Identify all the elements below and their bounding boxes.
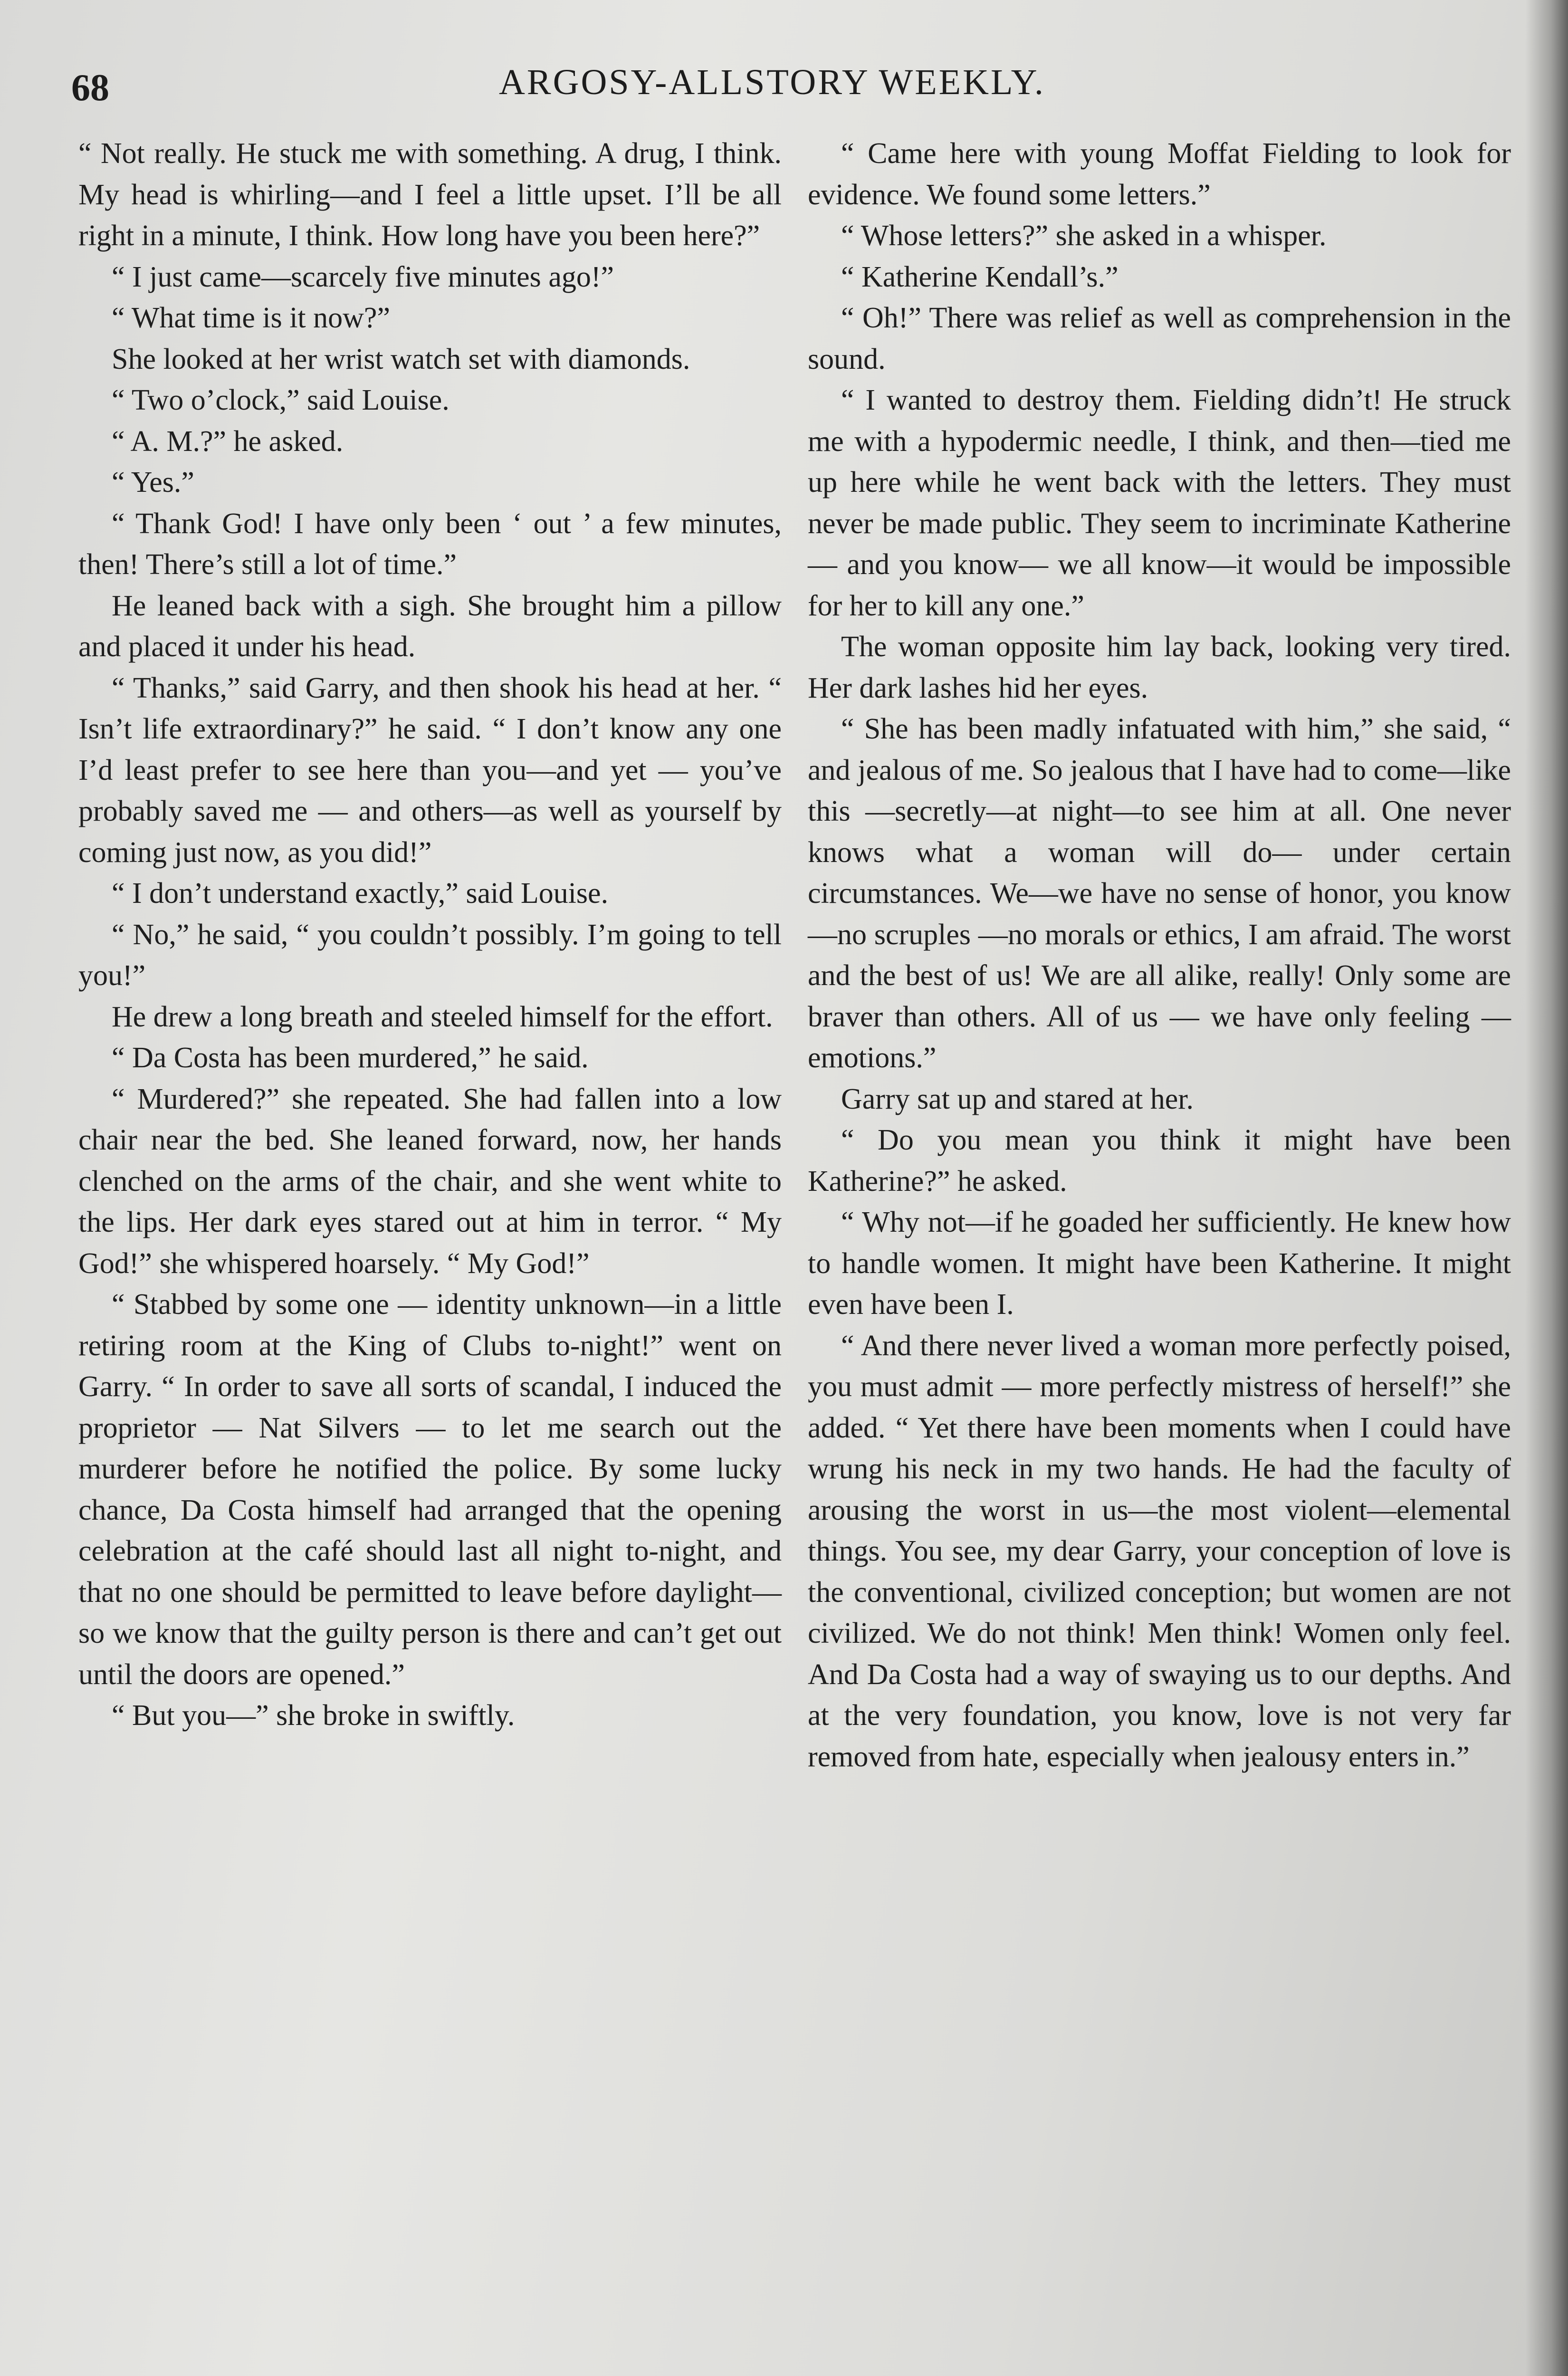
- paragraph: “ I don’t understand exactly,” said Louise.: [112, 877, 609, 910]
- paragraph: “ Not really. He stuck me with something. A drug, I think. My head is whirling—and I feel a little upset. I’ll be all right in a minute, I think. How long have you been here?”: [78, 137, 782, 252]
- paragraph: “ No,” he said, “ you couldn’t possibly. I’m going to tell you!”: [78, 918, 782, 992]
- running-title: ARGOSY-ALLSTORY WEEKLY.: [499, 62, 1045, 102]
- paragraph: “ Came here with young Moffat Fielding to look for evidence. We found some letters.”: [808, 137, 1511, 211]
- page-gutter-shadow: [1525, 0, 1568, 2376]
- right-text-column: [808, 133, 1511, 1777]
- paragraph: “ What time is it now?”: [112, 302, 390, 334]
- paragraph: “ Whose letters?” she asked in a whisper.: [841, 220, 1327, 252]
- page-number: 68: [71, 67, 109, 109]
- paragraph: “ Thanks,” said Garry, and then shook his head at her. “ Isn’t life extraordinary?” he said. “ I don’t know any one I’d least prefer to see here than you—and yet — you’ve probably saved me — and others—as well as yourself by coming just now, as you did!”: [78, 671, 782, 869]
- paragraph: “ Da Costa has been murdered,” he said.: [112, 1042, 589, 1074]
- paragraph: “ Two o’clock,” said Louise.: [112, 384, 449, 416]
- left-text-column: [78, 133, 782, 1736]
- paragraph: The woman opposite him lay back, looking very tired. Her dark lashes hid her eyes.: [808, 631, 1511, 704]
- paragraph: “ A. M.?” he asked.: [112, 425, 344, 458]
- paragraph: “ Do you mean you think it might have been Katherine?” he asked.: [808, 1124, 1511, 1198]
- paragraph: “ Stabbed by some one — identity unknown—in a little retiring room at the King of Clubs to-night!” went on Garry. “ In order to save all sorts of scandal, I induced the proprietor — Nat Silvers — to let me search out the murderer before he notified the police. By some lucky chance, Da Costa himself had arranged that the opening celebration at the café should last all night to-night, and that no one should be permitted to leave before daylight—so we know that the guilty person is there and can’t get out until the doors are opened.”: [78, 1288, 782, 1691]
- paragraph: She looked at her wrist watch set with diamonds.: [112, 343, 690, 375]
- page-header: [71, 62, 1497, 114]
- paragraph: “ I just came—scarcely five minutes ago!”: [112, 260, 614, 293]
- paragraph: “ Oh!” There was relief as well as comprehension in the sound.: [808, 302, 1511, 375]
- paragraph: “ But you—” she broke in swiftly.: [112, 1699, 515, 1732]
- paragraph: “ Murdered?” she repeated. She had fallen into a low chair near the bed. She leaned forward, now, her hands clenched on the arms of the chair, and she went white to the lips. Her dark eyes stared out at him in terror. “ My God!” she whispered hoarsely. “ My God!”: [78, 1083, 782, 1280]
- paragraph: “ And there never lived a woman more perfectly poised, you must admit — more perfectly mistress of herself!” she added. “ Yet there have been moments when I could have wrung his neck in my two hands. He had the faculty of arousing the worst in us—the most violent—elemental things. You see, my dear Garry, your conception of love is the conventional, civilized conception; but women are not civilized. We do not think! Men think! Women only feel. And Da Costa had a way of swaying us to our depths. And at the very foundation, you know, love is not very far removed from hate, especially when jealousy enters in.”: [808, 1329, 1511, 1773]
- paragraph: “ Why not—if he goaded her sufficiently. He knew how to handle women. It might have been Katherine. It might even have been I.: [808, 1206, 1511, 1321]
- paragraph: He drew a long breath and steeled himself for the effort.: [112, 1000, 773, 1033]
- paragraph: “ She has been madly infatuated with him,” she said, “ and jealous of me. So jealous that I have had to come—like this —secretly—at night—to see him at all. One never knows what a woman will do— under certain circumstances. We—we have no sense of honor, you know—no scruples —no morals or ethics, I am afraid. The worst and the best of us! We are all alike, really! Only some are braver than others. All of us — we have only feeling — emotions.”: [808, 713, 1511, 1074]
- paragraph: Garry sat up and stared at her.: [841, 1083, 1194, 1115]
- paragraph: “ Thank God! I have only been ‘ out ’ a few minutes, then! There’s still a lot of time.”: [78, 507, 782, 581]
- paragraph: He leaned back with a sigh. She brought him a pillow and placed it under his head.: [78, 589, 782, 663]
- paragraph: “ I wanted to destroy them. Fielding didn’t! He struck me with a hypodermic needle, I think, and then—tied me up here while he went back with the letters. They must never be made public. They seem to incriminate Katherine — and you know— we all know—it would be impossible for her to kill any one.”: [808, 384, 1511, 622]
- paragraph: “ Katherine Kendall’s.”: [841, 260, 1119, 293]
- paragraph: “ Yes.”: [112, 466, 194, 498]
